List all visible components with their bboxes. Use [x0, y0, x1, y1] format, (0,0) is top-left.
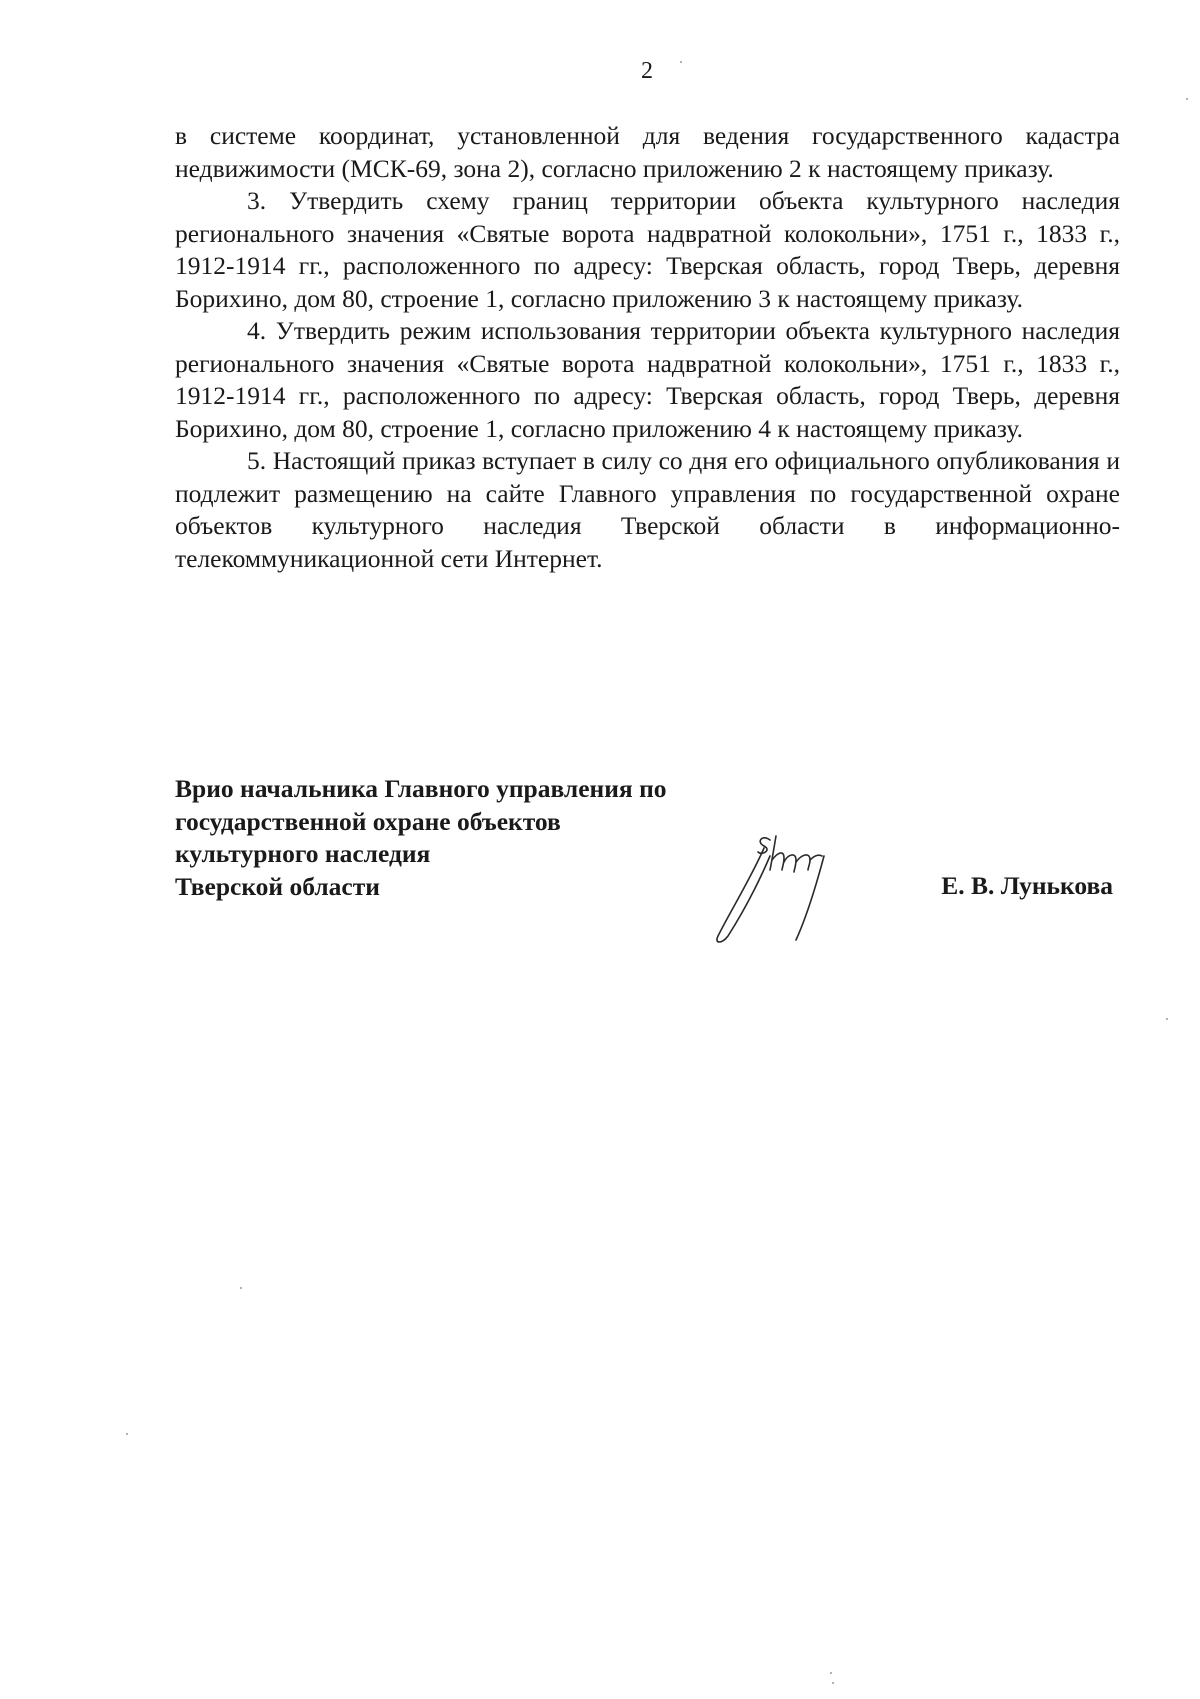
scan-speck: [240, 1287, 242, 1289]
signatory-position-line: Врио начальника Главного управления по: [175, 774, 667, 803]
paragraph-item-4: 4. Утвердить режим использования территории объекта культурного наследия регионального значения «Святые ворота надвратной колокольни», 1751 г., 1833 г., 1912-1914 гг., расположенного по адресу: Тверская область, город Тверь, деревня Борихино, дом 80, строение 1, согласно приложению 4 к настоящему приказу.: [175, 316, 1120, 443]
scan-speck: [1186, 98, 1188, 100]
signatory-position-line: государственной охране объектов: [175, 806, 561, 836]
scan-speck: [126, 1433, 128, 1435]
document-body: [175, 120, 1120, 575]
signatory-position-line: культурного наследия: [175, 839, 431, 868]
scan-speck: [680, 61, 682, 63]
page-number: 2: [641, 58, 653, 84]
paragraph-item-3: 3. Утвердить схему границ территории объекта культурного наследия регионального значения «Святые ворота надвратной колокольни», 1751 г., 1833 г., 1912-1914 гг., расположенного по адресу: Тверская область, город Тверь, деревня Борихино, дом 80, строение 1, согласно приложению 3 к настоящему приказу.: [175, 186, 1120, 313]
paragraph-item-5: 5. Настоящий приказ вступает в силу со дня его официального опубликования и подлежит размещению на сайте Главного управления по государственной охране объектов культурного наследия Тверской области в информационно-телекоммуникационной сети Интернет.: [175, 446, 1120, 573]
scan-speck: [830, 1672, 832, 1674]
signatory-position-line: Тверской области: [175, 871, 380, 901]
scan-speck: [1166, 1018, 1168, 1020]
signer-name: Е. В. Лунькова: [941, 871, 1113, 900]
paragraph-continuation: в системе координат, установленной для ведения государственного кадастра недвижимости (МСК-69, зона 2), согласно приложению 2 к настоящему приказу.: [175, 121, 1120, 183]
scan-speck: [832, 1682, 834, 1684]
handwritten-signature: [712, 826, 872, 946]
signatory-position: [175, 773, 667, 903]
